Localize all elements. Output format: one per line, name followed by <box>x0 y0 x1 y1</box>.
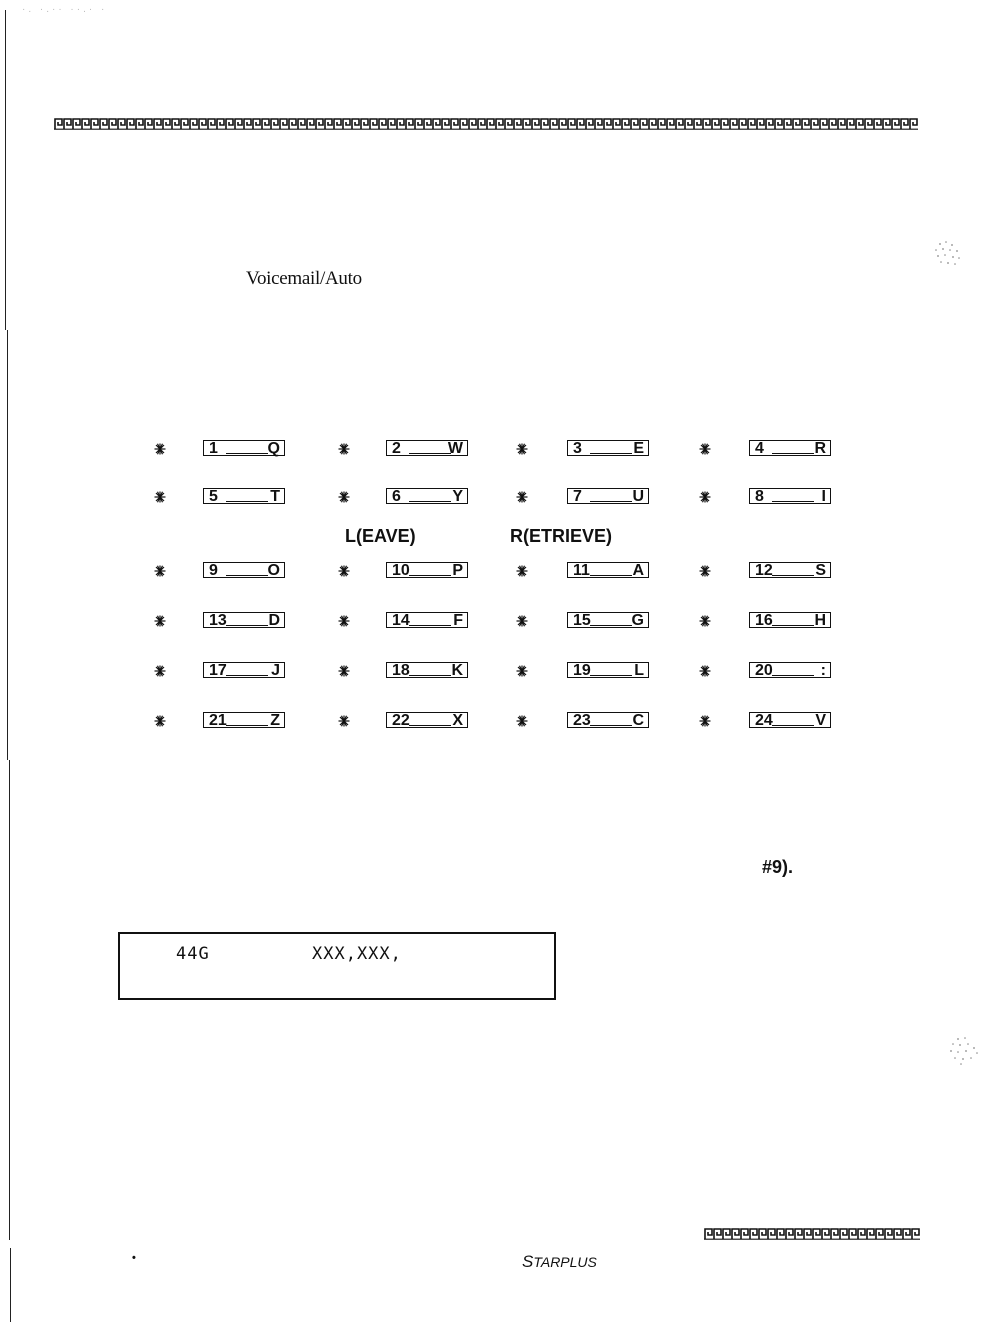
key-number: 3 <box>573 440 582 457</box>
left-margin-rule-middle <box>7 330 8 760</box>
asterisk-star-icon <box>699 714 711 726</box>
key-number: 23 <box>573 712 591 729</box>
retrieve-label: R(ETRIEVE) <box>510 526 613 546</box>
key-letter: : <box>820 662 826 679</box>
feature-key-13[interactable] <box>203 612 285 628</box>
asterisk-star-icon <box>338 714 350 726</box>
key-number: 4 <box>755 440 764 457</box>
feature-key-4[interactable] <box>749 440 831 456</box>
key-number: 12 <box>755 562 773 579</box>
asterisk-star-icon <box>699 442 711 454</box>
asterisk-star-icon <box>516 664 528 676</box>
asterisk-star-icon <box>338 564 350 576</box>
key-letter: X <box>452 712 463 729</box>
asterisk-star-icon <box>516 714 528 726</box>
key-number: 21 <box>209 712 227 729</box>
key-number: 7 <box>573 488 582 505</box>
feature-key-12[interactable] <box>749 562 831 578</box>
key-number: 14 <box>392 612 410 629</box>
key-letter: Q <box>267 440 280 457</box>
asterisk-star-icon <box>154 564 166 576</box>
feature-key-3[interactable] <box>567 440 649 456</box>
key-letter: J <box>271 662 280 679</box>
feature-key-19[interactable] <box>567 662 649 678</box>
key-number: 9 <box>209 562 218 579</box>
key-number: 16 <box>755 612 773 629</box>
footer-bullet: • <box>132 1252 136 1264</box>
key-letter: K <box>451 662 463 679</box>
key-number: 18 <box>392 662 410 679</box>
scan-noise: ·. ·.·· ··.· · <box>22 4 108 15</box>
feature-key-11[interactable] <box>567 562 649 578</box>
asterisk-star-icon <box>338 490 350 502</box>
key-number: 5 <box>209 488 218 505</box>
footer-greek-key-border <box>704 1228 920 1240</box>
leave-label: L(EAVE) <box>345 526 416 546</box>
key-letter: T <box>270 488 280 505</box>
asterisk-star-icon <box>516 490 528 502</box>
left-margin-rule-bottom <box>10 1248 11 1322</box>
feature-key-23[interactable] <box>567 712 649 728</box>
display-box <box>118 932 556 1000</box>
speckle-mark-icon <box>944 1034 984 1068</box>
asterisk-star-icon <box>699 564 711 576</box>
feature-key-17[interactable] <box>203 662 285 678</box>
asterisk-star-icon <box>516 564 528 576</box>
key-letter: Y <box>452 488 463 505</box>
feature-key-10[interactable] <box>386 562 468 578</box>
key-letter: A <box>632 562 644 579</box>
asterisk-star-icon <box>699 614 711 626</box>
footer-brand-cap: S <box>522 1252 534 1271</box>
feature-key-20[interactable] <box>749 662 831 678</box>
key-number: 8 <box>755 488 764 505</box>
asterisk-star-icon <box>516 614 528 626</box>
footer-brand-rest: TARPLUS <box>533 1254 597 1270</box>
asterisk-star-icon <box>154 714 166 726</box>
key-number: 2 <box>392 440 401 457</box>
key-letter: F <box>453 612 463 629</box>
feature-key-6[interactable] <box>386 488 468 504</box>
key-letter: G <box>631 612 644 629</box>
key-number: 22 <box>392 712 410 729</box>
key-number: 20 <box>755 662 773 679</box>
feature-key-1[interactable] <box>203 440 285 456</box>
header-greek-key-border <box>54 118 918 130</box>
feature-key-22[interactable] <box>386 712 468 728</box>
key-letter: S <box>815 562 826 579</box>
key-number: 17 <box>209 662 227 679</box>
speckle-mark-icon <box>928 238 968 272</box>
key-letter: O <box>267 562 280 579</box>
asterisk-star-icon <box>154 614 166 626</box>
key-letter: P <box>452 562 463 579</box>
key-number: 6 <box>392 488 401 505</box>
asterisk-star-icon <box>338 442 350 454</box>
key-number: 15 <box>573 612 591 629</box>
asterisk-star-icon <box>699 490 711 502</box>
voicemail-auto-text: Voicemail/Auto <box>246 268 362 289</box>
feature-key-14[interactable] <box>386 612 468 628</box>
feature-key-16[interactable] <box>749 612 831 628</box>
asterisk-star-icon <box>154 664 166 676</box>
key-number: 10 <box>392 562 410 579</box>
note-fragment: #9). <box>762 857 794 877</box>
key-letter: U <box>632 488 644 505</box>
key-number: 13 <box>209 612 227 629</box>
feature-key-21[interactable] <box>203 712 285 728</box>
key-letter: C <box>632 712 644 729</box>
display-code: 44G <box>176 944 210 964</box>
key-letter: I <box>821 488 826 505</box>
feature-key-7[interactable] <box>567 488 649 504</box>
footer-brand <box>522 1252 597 1272</box>
key-letter: D <box>268 612 280 629</box>
asterisk-star-icon <box>516 442 528 454</box>
key-letter: Z <box>270 712 280 729</box>
key-letter: H <box>814 612 826 629</box>
key-number: 24 <box>755 712 773 729</box>
left-margin-rule-lower <box>9 760 10 1240</box>
asterisk-star-icon <box>154 442 166 454</box>
feature-key-15[interactable] <box>567 612 649 628</box>
feature-key-2[interactable] <box>386 440 468 456</box>
asterisk-star-icon <box>699 664 711 676</box>
feature-key-5[interactable] <box>203 488 285 504</box>
asterisk-star-icon <box>338 614 350 626</box>
key-number: 11 <box>573 562 590 579</box>
key-number: 19 <box>573 662 591 679</box>
key-letter: W <box>447 440 463 457</box>
display-value: XXX,XXX, <box>312 944 402 964</box>
key-letter: E <box>633 440 644 457</box>
feature-key-9[interactable] <box>203 562 285 578</box>
feature-key-18[interactable] <box>386 662 468 678</box>
feature-key-8[interactable] <box>749 488 831 504</box>
feature-key-24[interactable] <box>749 712 831 728</box>
left-margin-rule-top <box>5 10 6 330</box>
key-letter: L <box>634 662 644 679</box>
asterisk-star-icon <box>154 490 166 502</box>
key-letter: V <box>815 712 826 729</box>
key-letter: R <box>814 440 826 457</box>
asterisk-star-icon <box>338 664 350 676</box>
key-number: 1 <box>209 440 218 457</box>
